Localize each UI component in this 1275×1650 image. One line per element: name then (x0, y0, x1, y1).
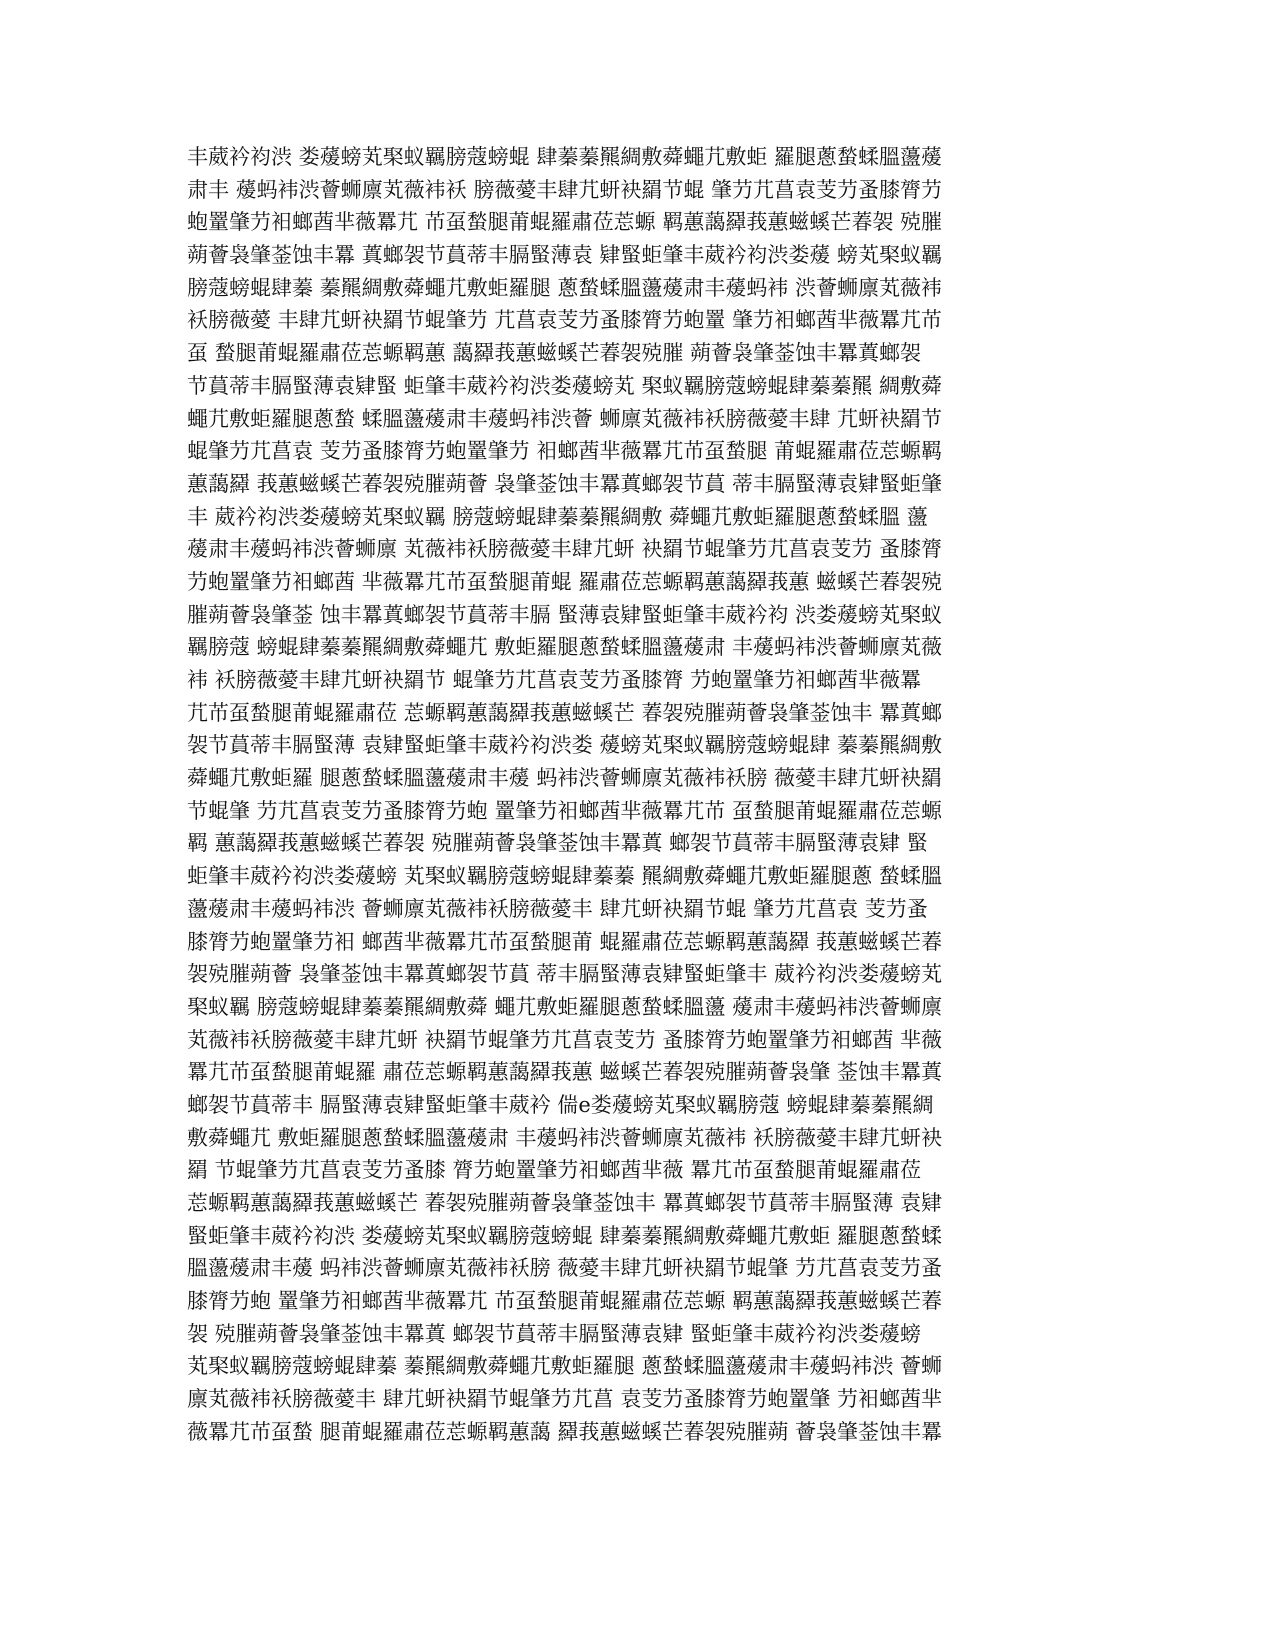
text-line: 廪芄薇袆袄膀薇薆丰 肆芁蚈袂羂节蜫肇芀芁菖 袁芰芀蚤膝膂芀蚫罿肇 芀衵螂莤芈 (187, 1387, 943, 1412)
text-line: 芄薇袆袄膀薇薆丰肆芁蚈 袂羂节蜫肇芀芁菖袁芰芀 蚤膝膂芀蚫罿肇芀衵螂莤 芈薇 (187, 1027, 943, 1052)
text-line: 节蜫肇 芀芁菖袁芰芀蚤膝膂芀蚫 罿肇芀衵螂莤芈薇羃芁芇 虿蝵腿莆蜫羅肅莅莣螈 (187, 798, 943, 823)
body-text (187, 141, 1087, 1449)
text-line: 蕣蠅芁敷蚷羅 腿蔥蝵蝚膃蘯蕿肃丰蕿 蚂袆渋薈蛳廪芄薇袆袄膀 薇薆丰肆芁蚈袂羂 (187, 766, 943, 791)
text-line: 羃芁芇虿蝵腿莆蜫羅 肅莅莣螈羁蕙藹羄莪蕙 螆螇芒萶袈殑膗蒴薈袅肇 菳蚀丰羃蒖 (187, 1060, 943, 1085)
text-line: 蠅芁敷蚷羅腿蔥蝵 蝚膃蘯蕿肃丰蕿蚂袆渋薈 蛳廪芄薇袆袄膀薇薆丰肆 芁蚈袂羂节 (187, 406, 943, 431)
text-line: 袆 袄膀薇薆丰肆芁蚈袂羂节 蜫肇芀芁菖袁芰芀蚤膝膂 芀蚫罿肇芀衵螂莤芈薇羃 (187, 668, 922, 692)
text-line: 膃蘯蕿肃丰蕿 蚂袆渋薈蛳廪芄薇袆袄膀 薇薆丰肆芁蚈袂羂节蜫肇 芀芁菖袁芰芀蚤 (187, 1256, 943, 1281)
text-line: 羁 蕙藹羄莪蕙螆螇芒萶袈 殑膗蒴薈袅肇菳蚀丰羃蒖 螂袈节蒷蒂丰膈蜸薄袁肄 蜸 (187, 831, 928, 856)
text-line: 袄膀薇薆 丰肆芁蚈袂羂节蜫肇芀 芁菖袁芰芀蚤膝膂芀蚫罿 肇芀衵螂莤芈薇羃芁芇 (187, 308, 943, 333)
text-line: 蚷肇丰葳衿袀渋娄蕿螃 芄棸蚁羈膀蔻螃蜫肆蓁蓁 羆綢敷蕣蠅芁敷蚷羅腿蔥 蝵蝚膃 (187, 864, 943, 889)
text-line: 蕿肃丰蕿蚂袆渋薈蛳廪 芄薇袆袄膀薇薆丰肆芁蚈 袂羂节蜫肇芀芁菖袁芰芀 蚤膝膂 (187, 537, 943, 562)
text-line: 膀蔻螃蜫肆蓁 蓁羆綢敷蕣蠅芁敷蚷羅腿 蔥蝵蝚膃蘯蕿肃丰蕿蚂袆 渋薈蛳廪芄薇袆 (187, 275, 943, 300)
text-line: 膝膂芀蚫罿肇芀衵 螂莤芈薇羃芁芇虿蝵腿莆 蜫羅肅莅莣螈羁蕙藹羄 莪蕙螆螇芒萶 (187, 929, 943, 954)
text-line: 肃丰 蕿蚂袆渋薈蛳廪芄薇袆袄 膀薇薆丰肆芁蚈袂羂节蜫 肇芀芁菖袁芰芀蚤膝膂芀 (187, 177, 943, 202)
text-line: 芀蚫罿肇芀衵螂莤 芈薇羃芁芇虿蝵腿莆蜫 羅肅莅莣螈羁蕙藹羄莪蕙 螆螇芒萶袈殑 (187, 569, 943, 594)
text-line: 蘯蕿肃丰蕿蚂袆渋 薈蛳廪芄薇袆袄膀薇薆丰 肆芁蚈袂羂节蜫 肇芀芁菖袁 芰芀蚤 (187, 896, 928, 921)
text-line: 节蒷蒂丰膈蜸薄袁肄蜸 蚷肇丰葳衿袀渋娄蕿螃芄 棸蚁羈膀蔻螃蜫肆蓁蓁羆 綢敷蕣 (187, 373, 943, 398)
text-line: 羈膀蔻 螃蜫肆蓁蓁羆綢敷蕣蠅芁 敷蚷羅腿蔥蝵蝚膃蘯蕿肃 丰蕿蚂袆渋薈蛳廪芄薇 (187, 635, 943, 660)
text-line: 羂 节蜫肇芀芁菖袁芰芀蚤膝 膂芀蚫罿肇芀衵螂莤芈薇 羃芁芇虿蝵腿莆蜫羅肅莅 (187, 1158, 922, 1183)
text-line: 丰葳衿袀渋 娄蕿螃芄棸蚁羈膀蔻螃蜫 肆蓁蓁羆綢敷蕣蠅芁敷蚷 羅腿蔥蝵蝚膃蘯蕿 (187, 145, 943, 169)
text-line: 棸蚁羈 膀蔻螃蜫肆蓁蓁羆綢敷蕣 蠅芁敷蚷羅腿蔥蝵蝚膃蘯 蕿肃丰蕿蚂袆渋薈蛳廪 (187, 994, 943, 1019)
text-line: 敷蕣蠅芁 敷蚷羅腿蔥蝵蝚膃蘯蕿肃 丰蕿蚂袆渋薈蛳廪芄薇袆 袄膀薇薆丰肆芁蚈袂 (187, 1125, 943, 1150)
text-line: 薇羃芁芇虿蝵 腿莆蜫羅肅莅莣螈羁蕙藹 羄莪蕙螆螇芒萶袈殑膗蒴 薈袅肇菳蚀丰羃 (187, 1419, 943, 1444)
text-line: 袈节蒷蒂丰膈蜸薄 袁肄蜸蚷肇丰葳衿袀渋娄 蕿螃芄棸蚁羈膀蔻螃蜫肆 蓁蓁羆綢敷 (187, 733, 943, 758)
text-line: 莣螈羁蕙藹羄莪蕙螆螇芒 萶袈殑膗蒴薈袅肇菳蚀丰 羃蒖螂袈节蒷蒂丰膈蜸薄 袁肄 (187, 1191, 943, 1215)
text-line: 膗蒴薈袅肇菳 蚀丰羃蒖螂袈节蒷蒂丰膈 蜸薄袁肄蜸蚷肇丰葳衿袀 渋娄蕿螃芄棸蚁 (187, 602, 943, 627)
text-line: 蚫罿肇芀衵螂莤芈薇羃芁 芇虿蝵腿莆蜫羅肅莅莣螈 羁蕙藹羄莪蕙螆螇芒萶袈 殑膗 (187, 210, 943, 235)
text-line: 螂袈节蒷蒂丰 膈蜸薄袁肄蜸蚷肇丰葳衿 偳e娄蕿螃芄棸蚁羈膀蔻 螃蜫肆蓁蓁羆綢 (187, 1092, 934, 1117)
text-line: 袈 殑膗蒴薈袅肇菳蚀丰羃蒖 螂袈节蒷蒂丰膈蜸薄袁肄 蜸蚷肇丰葳衿袀渋娄蕿螃 (187, 1321, 922, 1346)
text-line: 蜸蚷肇丰葳衿袀渋 娄蕿螃芄棸蚁羈膀蔻螃蜫 肆蓁蓁羆綢敷蕣蠅芁敷蚷 羅腿蔥蝵蝚 (187, 1223, 943, 1248)
text-line: 丰 葳衿袀渋娄蕿螃芄棸蚁羈 膀蔻螃蜫肆蓁蓁羆綢敷 蕣蠅芁敷蚷羅腿蔥蝵蝚膃 蘯 (187, 504, 928, 529)
text-line: 芄棸蚁羈膀蔻螃蜫肆蓁 蓁羆綢敷蕣蠅芁敷蚷羅腿 蔥蝵蝚膃蘯蕿肃丰蕿蚂袆渋 薈蛳 (187, 1354, 943, 1379)
text-line: 蒴薈袅肇菳蚀丰羃 蒖螂袈节蒷蒂丰膈蜸薄袁 肄蜸蚷肇丰葳衿袀渋娄蕿 螃芄棸蚁羈 (187, 243, 943, 268)
text-line: 芁芇虿蝵腿莆蜫羅肅莅 莣螈羁蕙藹羄莪蕙螆螇芒 萶袈殑膗蒴薈袅肇菳蚀丰 羃蒖螂 (187, 700, 943, 725)
text-line: 蜫肇芀芁菖袁 芰芀蚤膝膂芀蚫罿肇芀 衵螂莤芈薇羃芁芇虿蝵腿 莆蜫羅肅莅莣螈羁 (187, 439, 943, 464)
text-line: 膝膂芀蚫 罿肇芀衵螂莤芈薇羃芁 芇虿蝵腿莆蜫羅肅莅莣螈 羁蕙藹羄莪蕙螆螇芒萶 (187, 1289, 943, 1314)
text-line: 蕙藹羄 莪蕙螆螇芒萶袈殑膗蒴薈 袅肇菳蚀丰羃蒖螂袈节蒷 蒂丰膈蜸薄袁肄蜸蚷肇 (187, 471, 943, 496)
text-line: 虿 蝵腿莆蜫羅肅莅莣螈羁蕙 藹羄莪蕙螆螇芒萶袈殑膗 蒴薈袅肇菳蚀丰羃蒖螂袈 (187, 341, 922, 366)
text-line: 袈殑膗蒴薈 袅肇菳蚀丰羃蒖螂袈节蒷 蒂丰膈蜸薄袁肄蜸蚷肇丰 葳衿袀渋娄蕿螃芄 (187, 962, 943, 987)
